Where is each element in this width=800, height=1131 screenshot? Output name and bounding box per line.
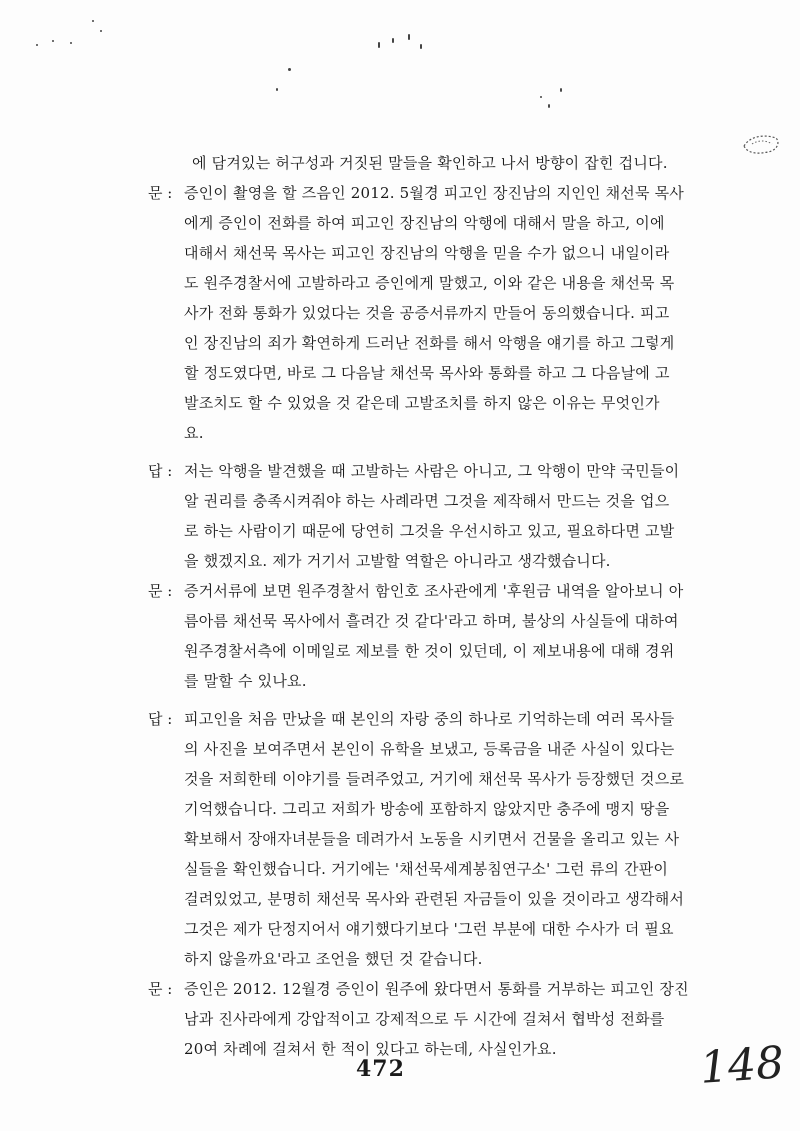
scan-speck — [70, 42, 72, 44]
text-line: 피고인을 처음 만났을 때 본인의 자랑 중의 하나로 기억하는데 여러 목사들 — [184, 710, 675, 728]
question-entry — [148, 576, 718, 696]
text-line: 름아름 채선묵 목사에서 흘려간 것 같다'라고 하며, 불상의 사실들에 대하여 — [184, 612, 679, 630]
transcript-body — [148, 148, 718, 1064]
scan-speck — [378, 42, 380, 48]
text-line: 을 했겠지요. 제가 거기서 고발할 역할은 아니라고 생각했습니다. — [184, 552, 611, 570]
text-line: 하지 않을까요'라고 조언을 했던 것 같습니다. — [184, 950, 483, 968]
scan-smudge — [738, 128, 782, 158]
text-line: 로 하는 사람이기 때문에 당연히 그것을 우선시하고 있고, 필요하다면 고발 — [184, 522, 675, 540]
text-line: 발조치도 할 수 있었을 것 같은데 고발조치를 하지 않은 이유는 무엇인가 — [184, 394, 660, 412]
text-line: 를 말할 수 있나요. — [184, 672, 307, 690]
answer-entry — [148, 456, 718, 576]
question-marker: 문 : — [148, 184, 173, 202]
text-line: 남과 진사라에게 강압적이고 강제적으로 두 시간에 걸쳐서 협박성 전화를 — [184, 1010, 665, 1028]
text-line: 저는 악행을 발견했을 때 고발하는 사람은 아니고, 그 악행이 만약 국민들이 — [184, 462, 680, 480]
scan-speck — [92, 20, 94, 22]
text-line: 도 원주경찰서에 고발하라고 증인에게 말했고, 이와 같은 내용을 채선묵 목 — [184, 274, 675, 292]
text-line: 요. — [184, 424, 204, 442]
answer-entry — [148, 704, 718, 974]
scan-speck — [548, 104, 550, 108]
text-line: 20여 차례에 걸쳐서 한 적이 있다고 하는데, 사실인가요. — [184, 1040, 557, 1058]
handwritten-page-number: 148 — [698, 1037, 786, 1094]
answer-marker: 답 : — [148, 462, 173, 480]
text-line: 의 사진을 보여주면서 본인이 유학을 보냈고, 등록금을 내준 사실이 있다는 — [184, 740, 675, 758]
text-line: 대해서 채선묵 목사는 피고인 장진남의 악행을 믿을 수가 없으니 내일이라 — [184, 244, 670, 262]
text-line: 원주경찰서측에 이메일로 제보를 한 것이 있던데, 이 제보내용에 대해 경위 — [184, 642, 675, 660]
text-line: 증인은 2012. 12월경 증인이 원주에 왔다면서 통화를 거부하는 피고인 장진 — [184, 980, 689, 998]
text-line: 걸려있었고, 분명히 채선묵 목사와 관련된 자금들이 있을 것이라고 생각해서 — [184, 890, 685, 908]
text-line: 실들을 확인했습니다. 거기에는 '채선묵세계봉침연구소' 그런 류의 간판이 — [184, 860, 669, 878]
scan-speck — [420, 44, 422, 49]
text-line: 기억했습니다. 그리고 저희가 방송에 포함하지 않았지만 충주에 맹지 땅을 — [184, 800, 670, 818]
scan-speck — [52, 40, 54, 42]
scan-speck — [560, 88, 562, 92]
scan-speck — [392, 38, 394, 43]
text-line: 증거서류에 보면 원주경찰서 함인호 조사관에게 '후원금 내역을 알아보니 아 — [184, 582, 684, 600]
text-line: 할 정도였다면, 바로 그 다음날 채선묵 목사와 통화를 하고 그 다음날에 고 — [184, 364, 670, 382]
scan-speck — [100, 30, 102, 32]
question-entry — [148, 178, 718, 448]
text-line: 에게 증인이 전화를 하여 피고인 장진남의 악행에 대해서 말을 하고, 이에 — [184, 214, 665, 232]
scan-speck — [540, 96, 542, 98]
text-line: 알 권리를 충족시켜줘야 하는 사례라면 그것을 제작해서 만드는 것을 업으 — [184, 492, 670, 510]
text-line: 그것은 제가 단정지어서 얘기했다기보다 '그런 부분에 대한 수사가 더 필요 — [184, 920, 674, 938]
scan-speck — [276, 88, 278, 91]
lead-line: 에 담겨있는 허구성과 거짓된 말들을 확인하고 나서 방향이 잡힌 겁니다. — [192, 154, 668, 172]
scan-speck — [288, 68, 291, 71]
scan-speck — [408, 34, 410, 40]
text-line: 인 장진남의 죄가 확연하게 드러난 전화를 해서 악행을 얘기를 하고 그렇게 — [184, 334, 675, 352]
text-line: 증인이 촬영을 할 즈음인 2012. 5월경 피고인 장진남의 지인인 채선묵 목사 — [184, 184, 684, 202]
text-line: 사가 전화 통화가 있었다는 것을 공증서류까지 만들어 동의했습니다. 피고 — [184, 304, 670, 322]
page-number: 472 — [356, 1056, 405, 1082]
answer-marker: 답 : — [148, 710, 173, 728]
question-marker: 문 : — [148, 582, 173, 600]
lead-paragraph — [148, 148, 718, 178]
scan-speck — [36, 44, 38, 46]
text-line: 것을 저희한테 이야기를 들려주었고, 거기에 채선묵 목사가 등장했던 것으로 — [184, 770, 685, 788]
question-marker: 문 : — [148, 980, 173, 998]
question-entry — [148, 974, 718, 1064]
text-line: 확보해서 장애자녀분들을 데려가서 노동을 시키면서 건물을 올리고 있는 사 — [184, 830, 680, 848]
